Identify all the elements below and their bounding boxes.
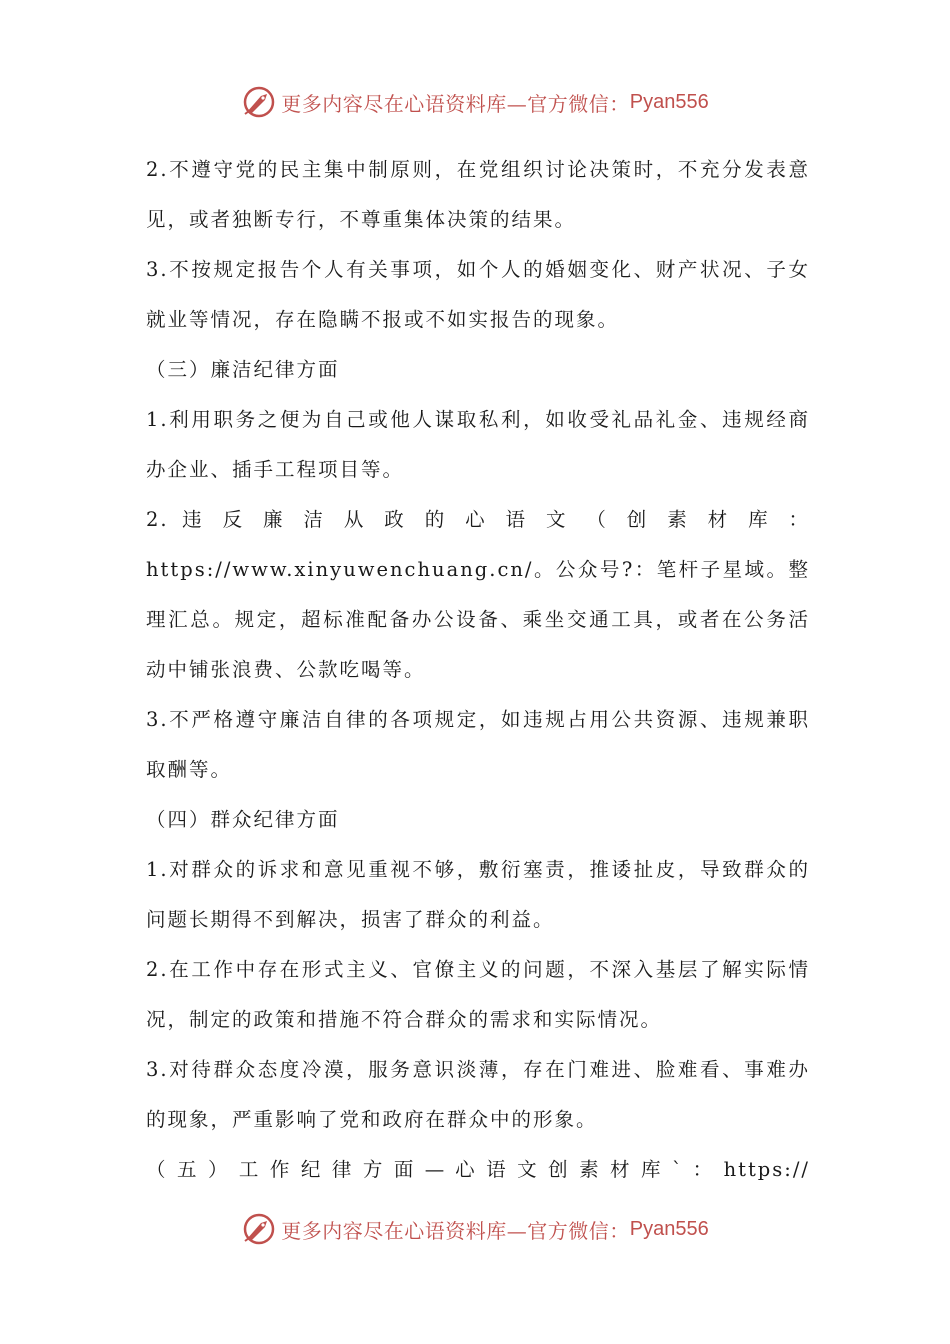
header-wechat-id: Pyan556 (629, 90, 709, 113)
footer-wechat-id: Pyan556 (629, 1217, 709, 1240)
document-body (146, 145, 810, 1195)
section-heading: （三）廉洁纪律方面 (146, 358, 340, 381)
paragraph: 1.对群众的诉求和意见重视不够，敷衍塞责，推诿扯皮，导致群众的问题长期得不到解决，损害了群众的利益。 (146, 858, 810, 931)
paragraph: 3.不严格遵守廉洁自律的各项规定，如违规占用公共资源、违规兼职取酬等。 (146, 708, 810, 781)
header-text: 更多内容尽在心语资料库—官方微信： (281, 91, 630, 116)
paragraph: 3.对待群众态度冷漠，服务意识淡薄，存在门难进、脸难看、事难办的现象，严重影响了党和政府在群众中的形象。 (146, 1058, 810, 1131)
footer-text: 更多内容尽在心语资料库—官方微信： (281, 1218, 630, 1243)
footer-banner (0, 1209, 950, 1249)
section-heading: （四）群众纪律方面 (146, 808, 340, 831)
pen-nib-logo-icon (241, 84, 277, 120)
paragraph: 1.利用职务之便为自己或他人谋取私利，如收受礼品礼金、违规经商办企业、插手工程项目等。 (146, 408, 810, 481)
pen-nib-logo-icon (241, 1211, 277, 1247)
paragraph: 3.不按规定报告个人有关事项，如个人的婚姻变化、财产状况、子女就业等情况，存在隐瞒不报或不如实报告的现象。 (146, 258, 810, 331)
header-banner (0, 82, 950, 122)
paragraph: 2.不遵守党的民主集中制原则，在党组织讨论决策时，不充分发表意见，或者独断专行，不尊重集体决策的结果。 (146, 158, 810, 231)
paragraph: 2. 违 反 廉 洁 从 政 的 心 语 文 （ 创 素 材 库 ： https://www.xinyuwenchuang.cn/。公众号?：笔杆子星域。整理汇总。规定，超标准配备办公设备、乘坐交通工具，或者在公务活动中铺张浪费、公款吃喝等。 (146, 508, 810, 681)
section-heading: （ 五 ） 工 作 纪 律 方 面 — 心 语 文 创 素 材 库 ` ： https:// (146, 1158, 810, 1181)
paragraph: 2.在工作中存在形式主义、官僚主义的问题，不深入基层了解实际情况，制定的政策和措施不符合群众的需求和实际情况。 (146, 958, 810, 1031)
